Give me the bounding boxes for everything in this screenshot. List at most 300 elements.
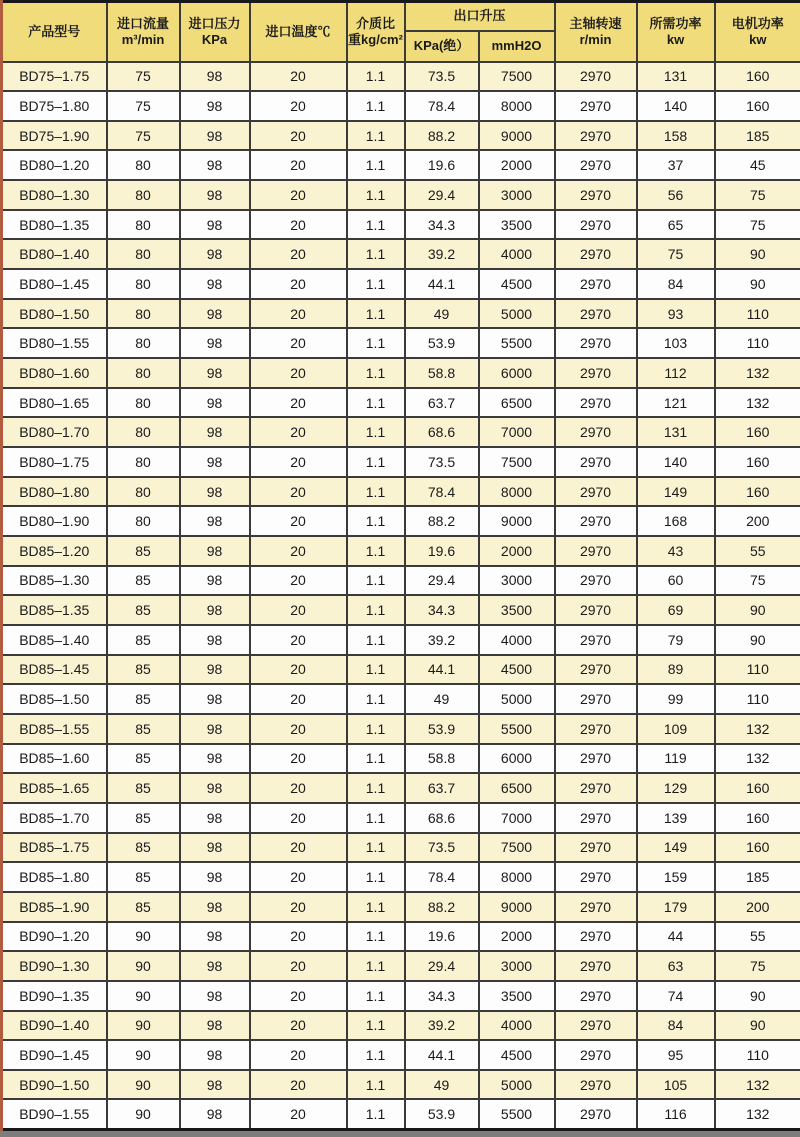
density-cell: 1.1 [347, 922, 405, 952]
table-row [2, 803, 800, 833]
boost-mmh2o-cell: 6000 [479, 744, 555, 774]
motor-power-cell: 90 [715, 1011, 800, 1041]
table-row [2, 417, 800, 447]
density-cell: 1.1 [347, 862, 405, 892]
boost-mmh2o-cell: 7000 [479, 803, 555, 833]
pressure-cell: 98 [180, 1040, 250, 1070]
required-power-cell: 140 [637, 447, 715, 477]
flow-cell: 80 [107, 388, 180, 418]
motor-power-cell: 110 [715, 684, 800, 714]
pressure-cell: 98 [180, 239, 250, 269]
boost-mmh2o-cell: 4000 [479, 239, 555, 269]
motor-power-cell: 160 [715, 803, 800, 833]
speed-cell: 2970 [555, 744, 637, 774]
density-cell: 1.1 [347, 269, 405, 299]
flow-cell: 80 [107, 328, 180, 358]
model-cell: BD90–1.50 [2, 1070, 107, 1100]
motor-power-cell: 132 [715, 1070, 800, 1100]
speed-cell: 2970 [555, 655, 637, 685]
flow-cell: 80 [107, 477, 180, 507]
required-power-cell: 44 [637, 922, 715, 952]
model-cell: BD80–1.40 [2, 239, 107, 269]
required-power-cell: 89 [637, 655, 715, 685]
boost-kpa-cell: 68.6 [405, 803, 479, 833]
model-cell: BD85–1.75 [2, 833, 107, 863]
model-cell: BD80–1.50 [2, 299, 107, 329]
model-cell: BD90–1.30 [2, 951, 107, 981]
model-cell: BD90–1.20 [2, 922, 107, 952]
density-cell: 1.1 [347, 566, 405, 596]
density-cell: 1.1 [347, 447, 405, 477]
temperature-cell: 20 [250, 210, 347, 240]
left-edge-scan-artifact [0, 0, 3, 1131]
table-row [2, 1040, 800, 1070]
boost-kpa-cell: 58.8 [405, 744, 479, 774]
model-cell: BD75–1.80 [2, 91, 107, 121]
required-power-cell: 179 [637, 892, 715, 922]
boost-kpa-cell: 34.3 [405, 210, 479, 240]
speed-cell: 2970 [555, 328, 637, 358]
table-row [2, 655, 800, 685]
table-row [2, 150, 800, 180]
speed-cell: 2970 [555, 625, 637, 655]
boost-mmh2o-cell: 3000 [479, 566, 555, 596]
density-cell: 1.1 [347, 506, 405, 536]
boost-mmh2o-cell: 2000 [479, 922, 555, 952]
motor-power-cell: 110 [715, 299, 800, 329]
required-power-cell: 75 [637, 239, 715, 269]
required-power-cell: 131 [637, 62, 715, 92]
boost-mmh2o-cell: 9000 [479, 121, 555, 151]
flow-cell: 90 [107, 1011, 180, 1041]
pressure-cell: 98 [180, 714, 250, 744]
temperature-cell: 20 [250, 299, 347, 329]
required-power-cell: 131 [637, 417, 715, 447]
speed-cell: 2970 [555, 922, 637, 952]
required-power-cell: 74 [637, 981, 715, 1011]
required-power-cell: 116 [637, 1099, 715, 1129]
flow-cell: 85 [107, 566, 180, 596]
required-power-cell: 79 [637, 625, 715, 655]
density-cell: 1.1 [347, 121, 405, 151]
boost-kpa-cell: 29.4 [405, 180, 479, 210]
pressure-cell: 98 [180, 833, 250, 863]
header-inlet-temperature: 进口温度℃ [250, 2, 347, 62]
motor-power-cell: 160 [715, 417, 800, 447]
flow-cell: 85 [107, 803, 180, 833]
temperature-cell: 20 [250, 328, 347, 358]
density-cell: 1.1 [347, 180, 405, 210]
motor-power-cell: 110 [715, 655, 800, 685]
motor-power-cell: 160 [715, 91, 800, 121]
flow-cell: 85 [107, 773, 180, 803]
temperature-cell: 20 [250, 239, 347, 269]
flow-cell: 85 [107, 684, 180, 714]
speed-cell: 2970 [555, 121, 637, 151]
model-cell: BD85–1.60 [2, 744, 107, 774]
flow-cell: 90 [107, 1099, 180, 1129]
motor-power-cell: 75 [715, 210, 800, 240]
pressure-cell: 98 [180, 62, 250, 92]
flow-cell: 90 [107, 951, 180, 981]
required-power-cell: 93 [637, 299, 715, 329]
header-inlet-pressure: 进口压力 KPa [180, 2, 250, 62]
density-cell: 1.1 [347, 417, 405, 447]
boost-mmh2o-cell: 7500 [479, 62, 555, 92]
required-power-cell: 112 [637, 358, 715, 388]
table-body [2, 62, 800, 1130]
boost-mmh2o-cell: 5500 [479, 714, 555, 744]
boost-kpa-cell: 39.2 [405, 625, 479, 655]
density-cell: 1.1 [347, 981, 405, 1011]
model-cell: BD90–1.35 [2, 981, 107, 1011]
required-power-cell: 43 [637, 536, 715, 566]
boost-kpa-cell: 78.4 [405, 862, 479, 892]
model-cell: BD85–1.35 [2, 595, 107, 625]
table-row [2, 1011, 800, 1041]
flow-cell: 80 [107, 447, 180, 477]
pressure-cell: 98 [180, 1099, 250, 1129]
speed-cell: 2970 [555, 1040, 637, 1070]
table-row [2, 328, 800, 358]
boost-mmh2o-cell: 5500 [479, 1099, 555, 1129]
density-cell: 1.1 [347, 951, 405, 981]
boost-kpa-cell: 34.3 [405, 981, 479, 1011]
speed-cell: 2970 [555, 951, 637, 981]
motor-power-cell: 55 [715, 922, 800, 952]
header-required-power: 所需功率 kw [637, 2, 715, 62]
model-cell: BD80–1.55 [2, 328, 107, 358]
motor-power-cell: 110 [715, 1040, 800, 1070]
boost-mmh2o-cell: 5500 [479, 328, 555, 358]
speed-cell: 2970 [555, 358, 637, 388]
pressure-cell: 98 [180, 210, 250, 240]
pressure-cell: 98 [180, 536, 250, 566]
pressure-cell: 98 [180, 506, 250, 536]
boost-kpa-cell: 88.2 [405, 892, 479, 922]
speed-cell: 2970 [555, 299, 637, 329]
required-power-cell: 63 [637, 951, 715, 981]
boost-kpa-cell: 44.1 [405, 655, 479, 685]
speed-cell: 2970 [555, 477, 637, 507]
boost-mmh2o-cell: 7000 [479, 417, 555, 447]
boost-mmh2o-cell: 3000 [479, 180, 555, 210]
temperature-cell: 20 [250, 951, 347, 981]
flow-cell: 90 [107, 1040, 180, 1070]
motor-power-cell: 55 [715, 536, 800, 566]
motor-power-cell: 90 [715, 625, 800, 655]
temperature-cell: 20 [250, 1099, 347, 1129]
flow-cell: 85 [107, 625, 180, 655]
model-cell: BD85–1.65 [2, 773, 107, 803]
pressure-cell: 98 [180, 328, 250, 358]
motor-power-cell: 90 [715, 239, 800, 269]
boost-mmh2o-cell: 8000 [479, 477, 555, 507]
flow-cell: 85 [107, 655, 180, 685]
density-cell: 1.1 [347, 1040, 405, 1070]
boost-kpa-cell: 53.9 [405, 328, 479, 358]
temperature-cell: 20 [250, 506, 347, 536]
table-row [2, 684, 800, 714]
required-power-cell: 168 [637, 506, 715, 536]
density-cell: 1.1 [347, 210, 405, 240]
density-cell: 1.1 [347, 744, 405, 774]
table-row [2, 625, 800, 655]
table-row [2, 566, 800, 596]
header-boost-kpa-abs: KPa(绝） [405, 31, 479, 62]
flow-cell: 90 [107, 1070, 180, 1100]
motor-power-cell: 132 [715, 1099, 800, 1129]
speed-cell: 2970 [555, 892, 637, 922]
boost-mmh2o-cell: 2000 [479, 150, 555, 180]
table-row [2, 1070, 800, 1100]
motor-power-cell: 45 [715, 150, 800, 180]
table-row [2, 922, 800, 952]
flow-cell: 75 [107, 91, 180, 121]
flow-cell: 80 [107, 269, 180, 299]
table-row [2, 744, 800, 774]
model-cell: BD80–1.70 [2, 417, 107, 447]
boost-mmh2o-cell: 7500 [479, 447, 555, 477]
pressure-cell: 98 [180, 566, 250, 596]
density-cell: 1.1 [347, 595, 405, 625]
flow-cell: 85 [107, 862, 180, 892]
pressure-cell: 98 [180, 655, 250, 685]
boost-kpa-cell: 63.7 [405, 773, 479, 803]
table-row [2, 62, 800, 92]
table-row [2, 862, 800, 892]
temperature-cell: 20 [250, 714, 347, 744]
model-cell: BD90–1.55 [2, 1099, 107, 1129]
temperature-cell: 20 [250, 269, 347, 299]
boost-mmh2o-cell: 8000 [479, 91, 555, 121]
flow-cell: 80 [107, 417, 180, 447]
temperature-cell: 20 [250, 833, 347, 863]
boost-kpa-cell: 29.4 [405, 566, 479, 596]
density-cell: 1.1 [347, 150, 405, 180]
density-cell: 1.1 [347, 358, 405, 388]
model-cell: BD75–1.90 [2, 121, 107, 151]
boost-kpa-cell: 53.9 [405, 714, 479, 744]
model-cell: BD80–1.20 [2, 150, 107, 180]
table-row [2, 269, 800, 299]
required-power-cell: 149 [637, 833, 715, 863]
pressure-cell: 98 [180, 684, 250, 714]
required-power-cell: 103 [637, 328, 715, 358]
pressure-cell: 98 [180, 358, 250, 388]
boost-mmh2o-cell: 4000 [479, 625, 555, 655]
motor-power-cell: 185 [715, 862, 800, 892]
table-row [2, 180, 800, 210]
boost-kpa-cell: 34.3 [405, 595, 479, 625]
pressure-cell: 98 [180, 803, 250, 833]
boost-kpa-cell: 19.6 [405, 150, 479, 180]
model-cell: BD75–1.75 [2, 62, 107, 92]
flow-cell: 85 [107, 892, 180, 922]
pressure-cell: 98 [180, 595, 250, 625]
flow-cell: 85 [107, 595, 180, 625]
model-cell: BD85–1.80 [2, 862, 107, 892]
pressure-cell: 98 [180, 892, 250, 922]
flow-cell: 80 [107, 239, 180, 269]
temperature-cell: 20 [250, 625, 347, 655]
pressure-cell: 98 [180, 269, 250, 299]
boost-mmh2o-cell: 3500 [479, 210, 555, 240]
model-cell: BD80–1.30 [2, 180, 107, 210]
table-row [2, 121, 800, 151]
boost-kpa-cell: 49 [405, 1070, 479, 1100]
speed-cell: 2970 [555, 388, 637, 418]
temperature-cell: 20 [250, 566, 347, 596]
boost-mmh2o-cell: 3000 [479, 951, 555, 981]
header-boost-mmh2o: mmH2O [479, 31, 555, 62]
flow-cell: 75 [107, 62, 180, 92]
model-cell: BD80–1.90 [2, 506, 107, 536]
boost-kpa-cell: 68.6 [405, 417, 479, 447]
boost-mmh2o-cell: 9000 [479, 506, 555, 536]
model-cell: BD85–1.70 [2, 803, 107, 833]
temperature-cell: 20 [250, 388, 347, 418]
boost-kpa-cell: 44.1 [405, 1040, 479, 1070]
speed-cell: 2970 [555, 1070, 637, 1100]
boost-kpa-cell: 73.5 [405, 447, 479, 477]
motor-power-cell: 90 [715, 981, 800, 1011]
flow-cell: 85 [107, 536, 180, 566]
speed-cell: 2970 [555, 269, 637, 299]
model-cell: BD80–1.35 [2, 210, 107, 240]
header-shaft-speed: 主轴转速 r/min [555, 2, 637, 62]
pressure-cell: 98 [180, 1011, 250, 1041]
density-cell: 1.1 [347, 328, 405, 358]
pressure-cell: 98 [180, 447, 250, 477]
flow-cell: 80 [107, 299, 180, 329]
table-row [2, 1099, 800, 1129]
temperature-cell: 20 [250, 477, 347, 507]
temperature-cell: 20 [250, 121, 347, 151]
speed-cell: 2970 [555, 180, 637, 210]
density-cell: 1.1 [347, 1099, 405, 1129]
temperature-cell: 20 [250, 358, 347, 388]
model-cell: BD85–1.30 [2, 566, 107, 596]
boost-mmh2o-cell: 5000 [479, 1070, 555, 1100]
table-row [2, 358, 800, 388]
table-row [2, 477, 800, 507]
boost-mmh2o-cell: 5000 [479, 299, 555, 329]
density-cell: 1.1 [347, 892, 405, 922]
temperature-cell: 20 [250, 773, 347, 803]
pressure-cell: 98 [180, 625, 250, 655]
table-row [2, 210, 800, 240]
required-power-cell: 84 [637, 269, 715, 299]
speed-cell: 2970 [555, 417, 637, 447]
table-row [2, 447, 800, 477]
table-row [2, 981, 800, 1011]
density-cell: 1.1 [347, 833, 405, 863]
required-power-cell: 69 [637, 595, 715, 625]
speed-cell: 2970 [555, 91, 637, 121]
temperature-cell: 20 [250, 981, 347, 1011]
pressure-cell: 98 [180, 773, 250, 803]
boost-mmh2o-cell: 4500 [479, 1040, 555, 1070]
density-cell: 1.1 [347, 62, 405, 92]
temperature-cell: 20 [250, 1070, 347, 1100]
motor-power-cell: 75 [715, 566, 800, 596]
model-cell: BD85–1.45 [2, 655, 107, 685]
table-row [2, 91, 800, 121]
table-row [2, 833, 800, 863]
motor-power-cell: 75 [715, 951, 800, 981]
boost-mmh2o-cell: 6500 [479, 773, 555, 803]
model-cell: BD85–1.55 [2, 714, 107, 744]
temperature-cell: 20 [250, 180, 347, 210]
header-medium-density: 介质比 重kg/cm² [347, 2, 405, 62]
header-model: 产品型号 [2, 2, 107, 62]
temperature-cell: 20 [250, 744, 347, 774]
speed-cell: 2970 [555, 1099, 637, 1129]
table-row [2, 299, 800, 329]
density-cell: 1.1 [347, 1070, 405, 1100]
motor-power-cell: 132 [715, 714, 800, 744]
pressure-cell: 98 [180, 180, 250, 210]
required-power-cell: 140 [637, 91, 715, 121]
boost-kpa-cell: 73.5 [405, 833, 479, 863]
boost-mmh2o-cell: 9000 [479, 892, 555, 922]
pressure-cell: 98 [180, 121, 250, 151]
motor-power-cell: 200 [715, 892, 800, 922]
motor-power-cell: 160 [715, 447, 800, 477]
speed-cell: 2970 [555, 506, 637, 536]
model-cell: BD90–1.40 [2, 1011, 107, 1041]
speed-cell: 2970 [555, 714, 637, 744]
boost-kpa-cell: 49 [405, 684, 479, 714]
boost-mmh2o-cell: 6500 [479, 388, 555, 418]
required-power-cell: 65 [637, 210, 715, 240]
pressure-cell: 98 [180, 299, 250, 329]
flow-cell: 80 [107, 358, 180, 388]
flow-cell: 90 [107, 922, 180, 952]
pressure-cell: 98 [180, 417, 250, 447]
pressure-cell: 98 [180, 477, 250, 507]
temperature-cell: 20 [250, 447, 347, 477]
density-cell: 1.1 [347, 536, 405, 566]
model-cell: BD80–1.75 [2, 447, 107, 477]
pressure-cell: 98 [180, 1070, 250, 1100]
speed-cell: 2970 [555, 862, 637, 892]
boost-mmh2o-cell: 5000 [479, 684, 555, 714]
boost-mmh2o-cell: 4500 [479, 269, 555, 299]
density-cell: 1.1 [347, 803, 405, 833]
speed-cell: 2970 [555, 239, 637, 269]
motor-power-cell: 160 [715, 477, 800, 507]
flow-cell: 80 [107, 180, 180, 210]
motor-power-cell: 160 [715, 62, 800, 92]
temperature-cell: 20 [250, 922, 347, 952]
model-cell: BD85–1.40 [2, 625, 107, 655]
pressure-cell: 98 [180, 150, 250, 180]
boost-kpa-cell: 88.2 [405, 506, 479, 536]
density-cell: 1.1 [347, 655, 405, 685]
flow-cell: 90 [107, 981, 180, 1011]
pressure-cell: 98 [180, 744, 250, 774]
table-row [2, 714, 800, 744]
boost-kpa-cell: 39.2 [405, 239, 479, 269]
speed-cell: 2970 [555, 447, 637, 477]
temperature-cell: 20 [250, 417, 347, 447]
boost-kpa-cell: 78.4 [405, 477, 479, 507]
required-power-cell: 60 [637, 566, 715, 596]
flow-cell: 85 [107, 744, 180, 774]
speed-cell: 2970 [555, 150, 637, 180]
